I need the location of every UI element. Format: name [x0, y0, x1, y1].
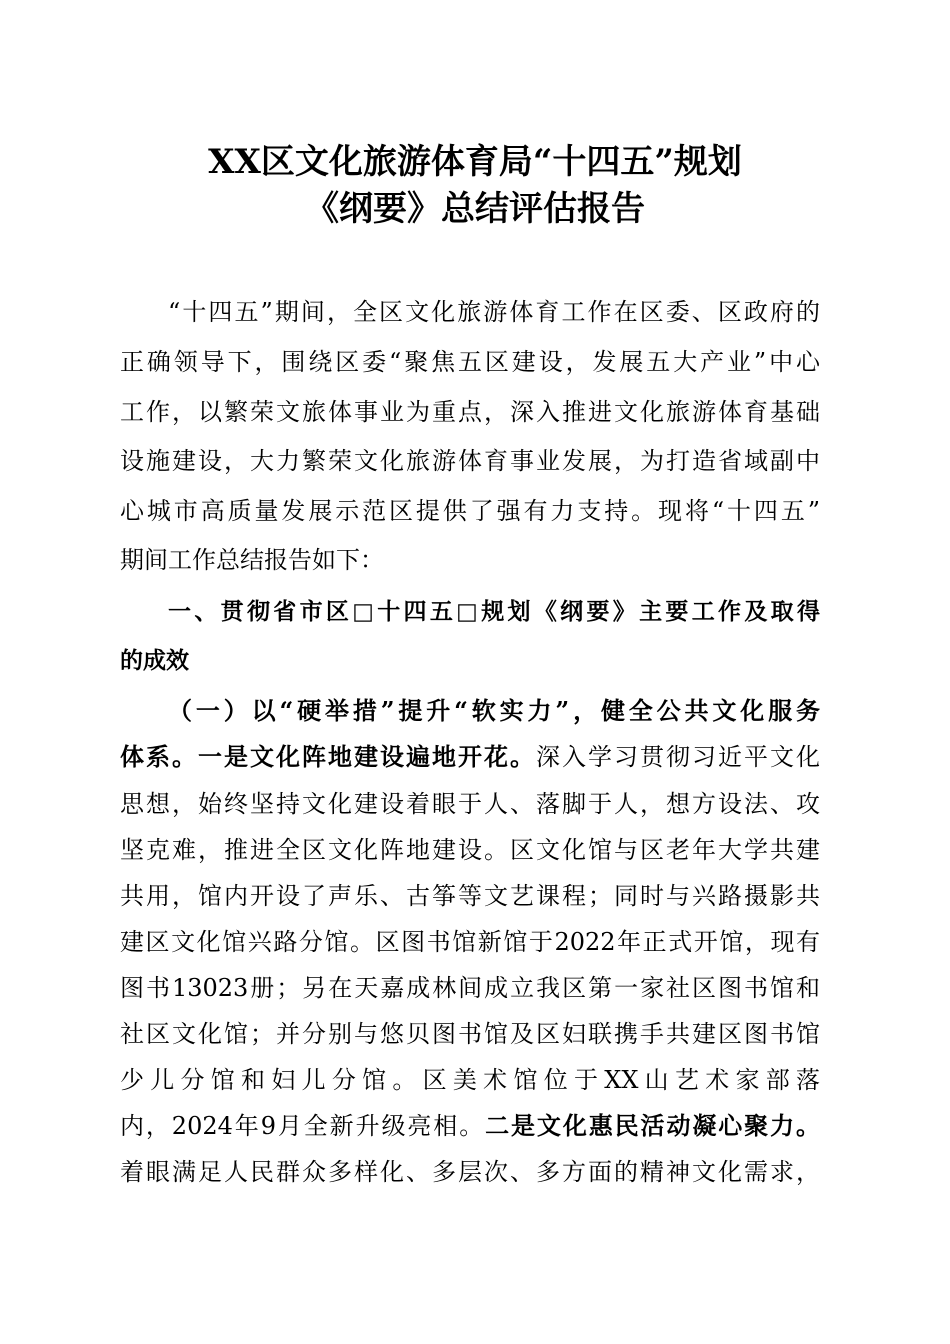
subsection1-line-2: [120, 740, 820, 774]
section1-heading-line1: 一、贯彻省市区□十四五□规划《纲要》主要工作及取得: [168, 599, 820, 625]
intro-line-2: 正确领导下，围绕区委“聚焦五区建设，发展五大产业”中心: [120, 348, 820, 376]
intro-line-1: “十四五”期间，全区文化旅游体育工作在区委、区政府的: [168, 298, 820, 326]
document-title-line1: XX区文化旅游体育局“十四五”规划: [208, 142, 742, 182]
document-title-line2: 《纲要》总结评估报告: [305, 189, 645, 229]
subsection1-line-3: 思想，始终坚持文化建设着眼于人、落脚于人，想方设法、攻: [120, 790, 820, 818]
subsection1-bold-lead: 体系。一是文化阵地建设遍地开花。: [120, 742, 536, 771]
subsection1-line10-rest: 内，2024年9月全新升级亮相。: [120, 1112, 486, 1140]
intro-line-6: 期间工作总结报告如下：: [120, 546, 384, 574]
section1-heading-line2: 的成效: [120, 648, 189, 674]
subsection1-line-9: 少儿分馆和妇儿分馆。区美术馆位于XX山艺术家部落: [120, 1066, 820, 1094]
subsection1-line-4: 坚克难，推进全区文化阵地建设。区文化馆与区老年大学共建: [120, 836, 820, 864]
subsection1-line-10: [120, 1109, 820, 1143]
subsection1-line2-rest: 深入学习贯彻习近平文化: [536, 743, 820, 771]
subsection1-line-6: 建区文化馆兴路分馆。区图书馆新馆于2022年正式开馆，现有: [120, 928, 820, 956]
subsection1-line-11: 着眼满足人民群众多样化、多层次、多方面的精神文化需求，: [120, 1158, 820, 1186]
intro-line-3: 工作，以繁荣文旅体事业为重点，深入推进文化旅游体育基础: [120, 398, 820, 426]
subsection1-heading: （一）以“硬举措”提升“软实力”，健全公共文化服务: [168, 696, 820, 725]
subsection1-line-8: 社区文化馆；并分别与悠贝图书馆及区妇联携手共建区图书馆: [120, 1020, 820, 1048]
intro-line-5: 心城市高质量发展示范区提供了强有力支持。现将“十四五”: [120, 497, 820, 525]
subsection1-line-5: 共用，馆内开设了声乐、古筝等文艺课程；同时与兴路摄影共: [120, 882, 820, 910]
subsection1-line-7: 图书13023册；另在天嘉成林间成立我区第一家社区图书馆和: [120, 974, 820, 1002]
intro-line-4: 设施建设，大力繁荣文化旅游体育事业发展，为打造省域副中: [120, 447, 820, 475]
subsection1-bold-second: 二是文化惠民活动凝心聚力。: [485, 1111, 820, 1140]
